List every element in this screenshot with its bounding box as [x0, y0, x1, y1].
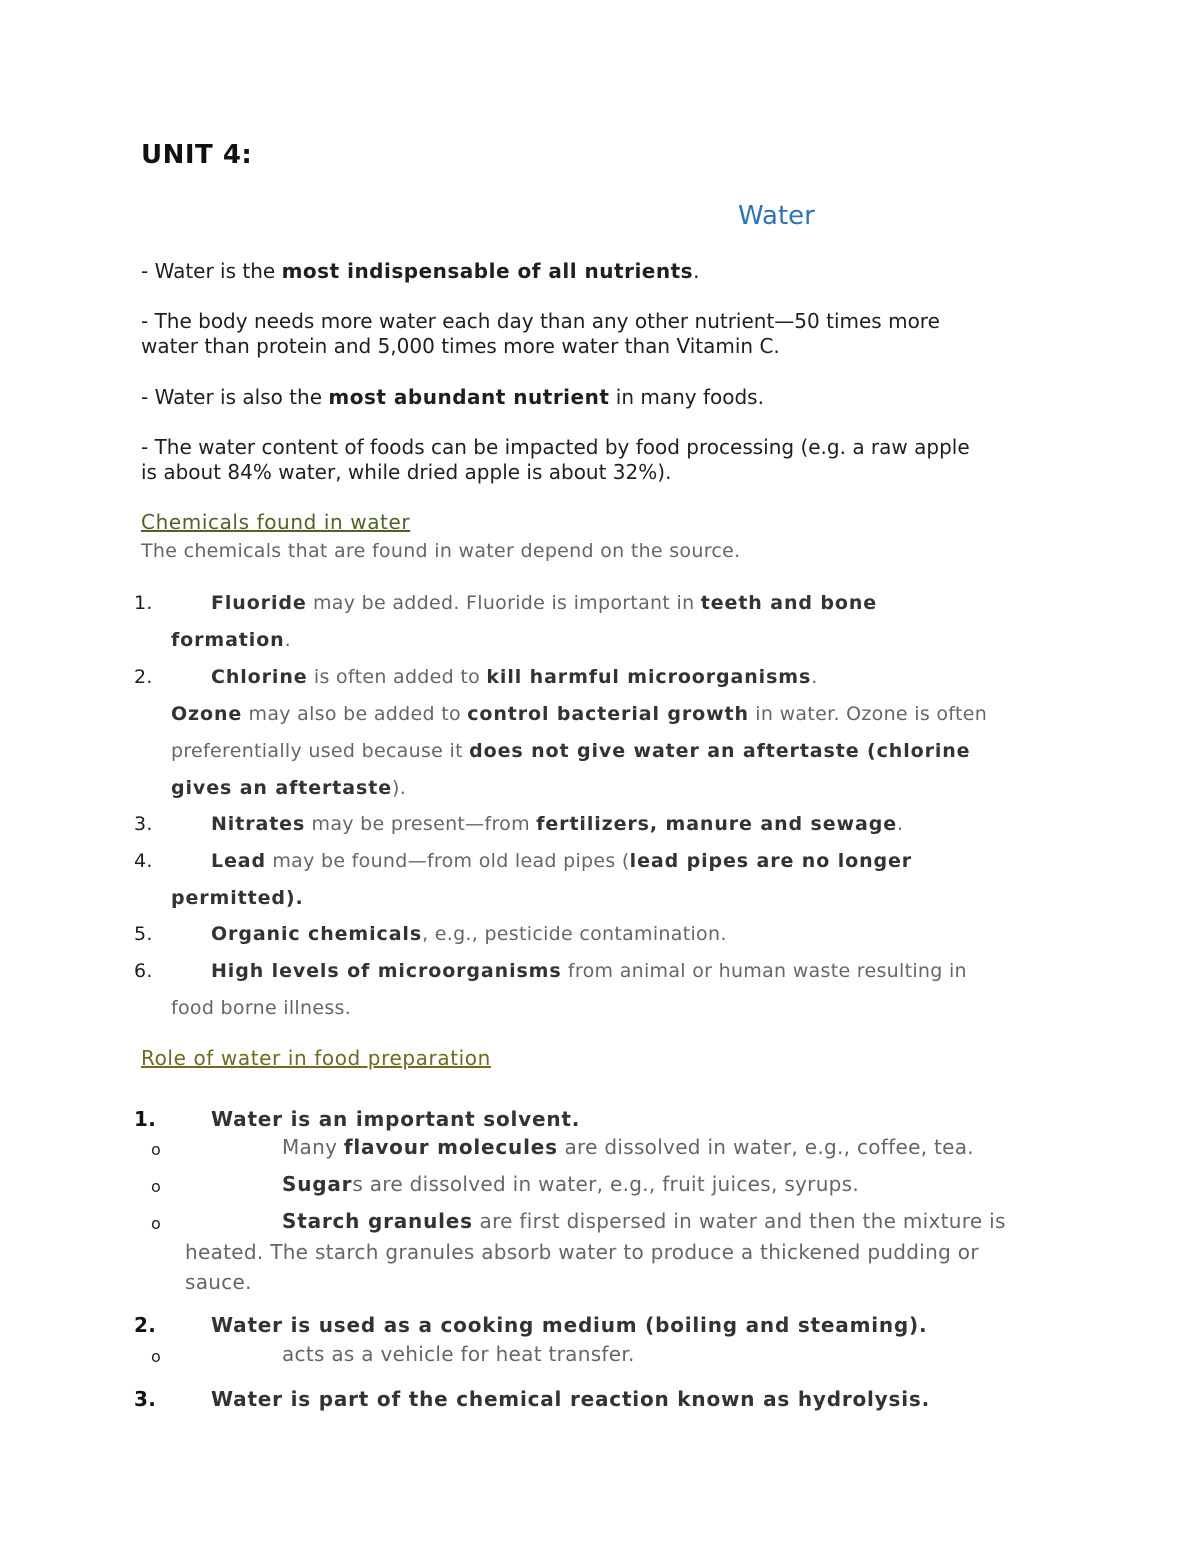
list-number: 6.	[134, 960, 153, 982]
list-number: 3.	[134, 1387, 157, 1411]
bullet-icon: o	[151, 1177, 162, 1196]
list-number: 1.	[134, 1107, 157, 1131]
list-item-nitrates: Nitrates may be present—from fertilizers, manure and sewage.	[211, 813, 904, 835]
ozone-line-3: gives an aftertaste).	[171, 777, 407, 799]
intro-bold: most abundant nutrient	[328, 385, 610, 409]
list-number: 2.	[134, 666, 153, 688]
ozone-line-2: preferentially used because it does not give water an aftertaste (chlorine	[171, 740, 971, 762]
section-heading-role: Role of water in food preparation	[141, 1046, 491, 1070]
sub-item-starch-line-2: heated. The starch granules absorb water to produce a thickened pudding or	[185, 1240, 979, 1264]
ozone-line-1: Ozone may also be added to control bacterial growth in water. Ozone is often	[171, 703, 988, 725]
intro-paragraph-1	[141, 259, 699, 284]
bullet-icon: o	[151, 1214, 162, 1233]
intro-paragraph-4-line-1: - The water content of foods can be impacted by food processing (e.g. a raw apple	[141, 435, 970, 459]
list-item-microorganisms: High levels of microorganisms from animal or human waste resulting in	[211, 960, 967, 982]
sub-item-heat-transfer: acts as a vehicle for heat transfer.	[282, 1342, 635, 1366]
list-item-organic-chemicals: Organic chemicals, e.g., pesticide contamination.	[211, 923, 727, 945]
list-item-fluoride-cont: formation.	[171, 629, 291, 651]
chemicals-subtext: The chemicals that are found in water depend on the source.	[141, 540, 741, 562]
list-item-microorganisms-cont: food borne illness.	[171, 997, 352, 1019]
intro-text: .	[693, 259, 700, 283]
list-item-fluoride: Fluoride may be added. Fluoride is important in teeth and bone	[211, 592, 878, 614]
intro-text: in many foods.	[609, 385, 764, 409]
list-number: 3.	[134, 813, 153, 835]
sub-item-flavour: Many flavour molecules are dissolved in water, e.g., coffee, tea.	[282, 1135, 974, 1159]
list-item-lead-cont: permitted).	[171, 887, 304, 909]
bullet-icon: o	[151, 1347, 162, 1366]
list-number: 4.	[134, 850, 153, 872]
section-heading-chemicals: Chemicals found in water	[141, 510, 411, 534]
list-number: 2.	[134, 1313, 157, 1337]
role-item-cooking-medium: Water is used as a cooking medium (boiling and steaming).	[211, 1313, 928, 1337]
sub-item-sugars: Sugars are dissolved in water, e.g., fruit juices, syrups.	[282, 1172, 860, 1196]
role-item-solvent: Water is an important solvent.	[211, 1107, 581, 1131]
intro-paragraph-4-line-2: is about 84% water, while dried apple is about 32%).	[141, 460, 672, 484]
page-title: Water	[738, 201, 815, 231]
role-item-hydrolysis: Water is part of the chemical reaction known as hydrolysis.	[211, 1387, 930, 1411]
intro-paragraph-3	[141, 385, 764, 410]
sub-item-starch-line-3: sauce.	[185, 1270, 252, 1294]
list-number: 5.	[134, 923, 153, 945]
list-number: 1.	[134, 592, 153, 614]
bullet-icon: o	[151, 1140, 162, 1159]
intro-paragraph-2-line-1: - The body needs more water each day than any other nutrient—50 times more	[141, 309, 940, 333]
list-item-lead: Lead may be found—from old lead pipes (lead pipes are no longer	[211, 850, 913, 872]
sub-item-starch: Starch granules are first dispersed in water and then the mixture is	[282, 1209, 1006, 1233]
intro-text: - Water is also the	[141, 385, 329, 409]
unit-heading: UNIT 4:	[141, 140, 253, 170]
intro-text: - Water is the	[141, 259, 282, 283]
intro-paragraph-2-line-2: water than protein and 5,000 times more water than Vitamin C.	[141, 334, 780, 358]
list-item-chlorine: Chlorine is often added to kill harmful microorganisms.	[211, 666, 818, 688]
intro-bold: most indispensable of all nutrients	[281, 259, 694, 283]
